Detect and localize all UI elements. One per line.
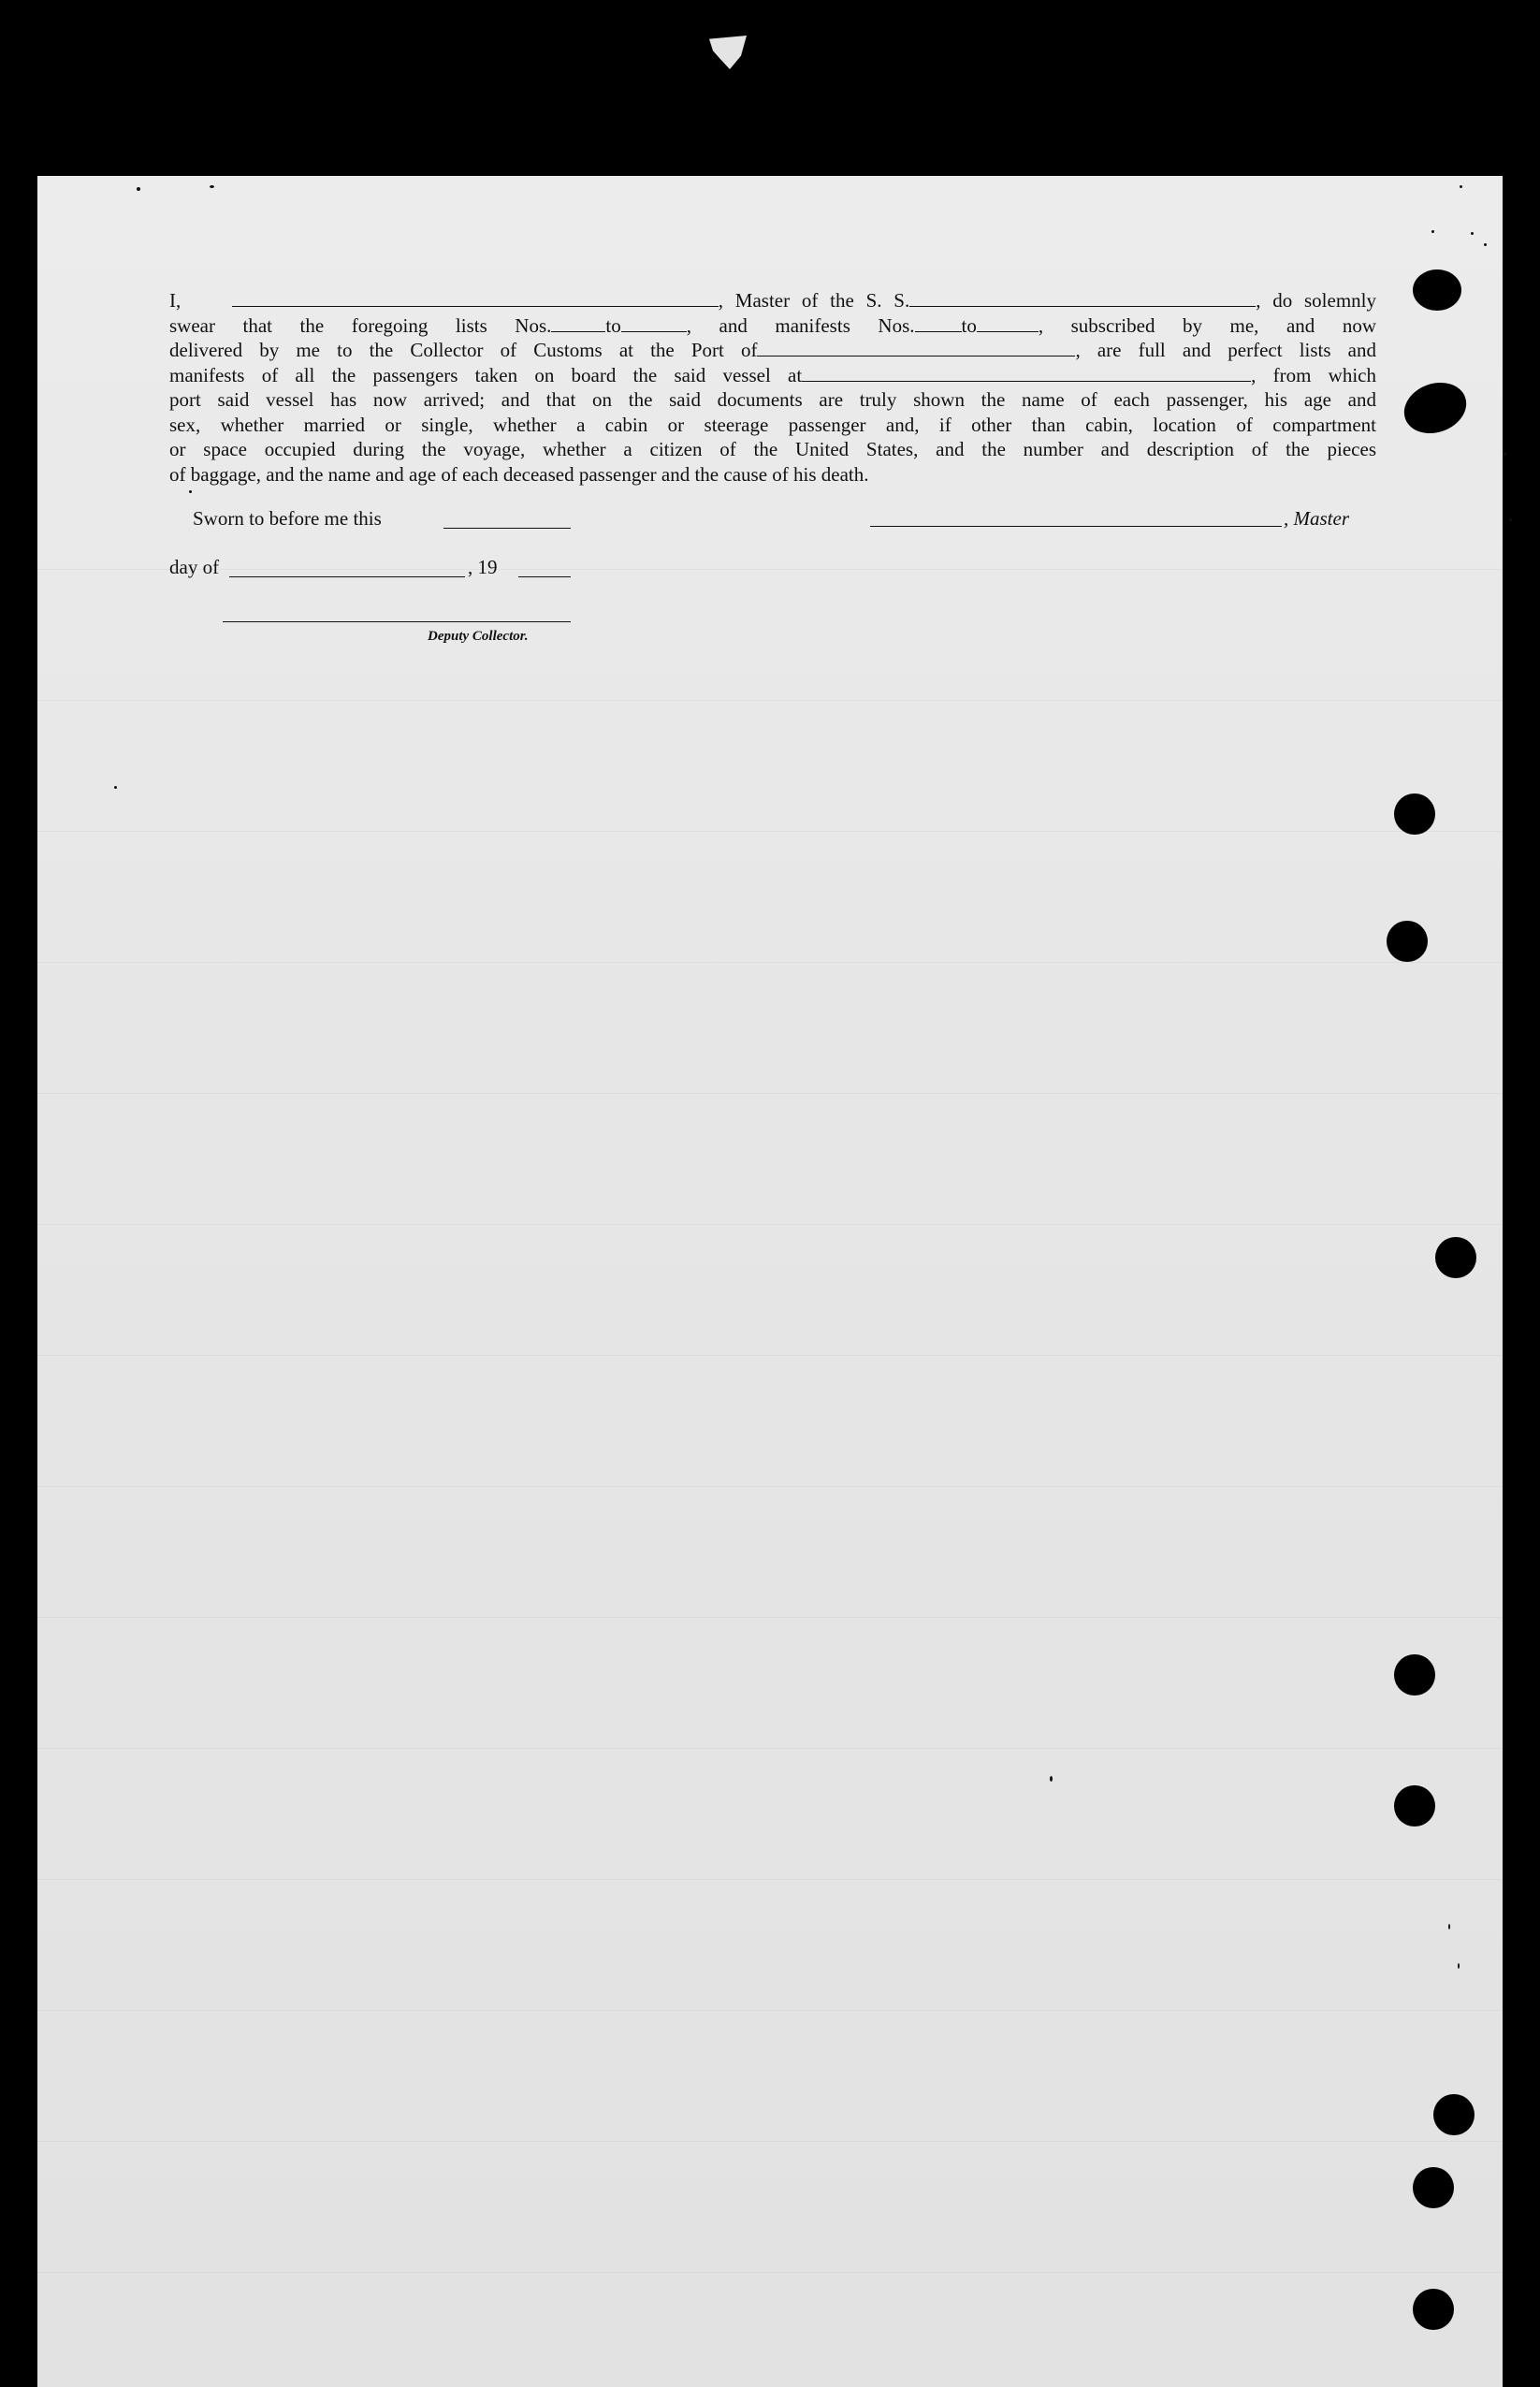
paper-tab: [709, 36, 747, 69]
sworn-label: Sworn to before me this: [193, 507, 382, 530]
manifest-from-field[interactable]: [915, 316, 962, 332]
oath-line-7: or space occupied during the voyage, whether a citizen of the United States, and the number and description of the pieces: [169, 438, 1376, 460]
speck: [189, 490, 192, 493]
speck: [1509, 518, 1512, 521]
departure-port-field[interactable]: [802, 366, 1251, 382]
faint-rule: [37, 1224, 1503, 1225]
master-signature-label: [1284, 507, 1349, 531]
pronoun-i: I,: [169, 289, 182, 312]
speck: [1460, 185, 1462, 188]
faint-rule: [37, 1748, 1503, 1749]
punch-hole: [1394, 1785, 1435, 1827]
punch-hole: [1435, 1237, 1476, 1278]
faint-rule: [37, 1486, 1503, 1487]
master-label: , Master: [1284, 507, 1349, 530]
manifests-nos-label: , and manifests Nos.: [686, 313, 915, 337]
faint-rule: [37, 1879, 1503, 1880]
to-label: to: [605, 313, 621, 337]
oath-paragraph: [169, 288, 1376, 487]
oath-line-1: [169, 288, 1376, 313]
subscribed-label: , subscribed by me, and now: [1038, 313, 1376, 337]
speck: [114, 786, 117, 789]
port-of-label: delivered by me to the Collector of Customs at the Port of: [169, 339, 758, 361]
faint-rule: [37, 962, 1503, 963]
manifest-to-field[interactable]: [977, 316, 1039, 332]
speck: [1458, 1963, 1460, 1969]
year-prefix-label: , 19: [468, 556, 498, 578]
list-from-field[interactable]: [551, 316, 605, 332]
faint-rule: [37, 1355, 1503, 1356]
faint-rule: [37, 2010, 1503, 2011]
speck: [1471, 232, 1474, 235]
faint-rule: [37, 1093, 1503, 1094]
master-name-field[interactable]: [232, 291, 719, 307]
faint-rule: [37, 1617, 1503, 1618]
sworn-day-field[interactable]: [443, 528, 571, 529]
faint-rule: [37, 2272, 1503, 2273]
speck: [1050, 1776, 1053, 1782]
taken-on-board-label: manifests of all the passengers taken on board the said vessel at: [169, 363, 803, 386]
punch-hole: [1413, 2167, 1454, 2208]
faint-rule: [37, 700, 1503, 701]
oath-line-2: [169, 313, 1376, 339]
speck: [1431, 230, 1434, 233]
faint-rule: [37, 831, 1503, 832]
punch-hole: [1433, 2094, 1475, 2135]
ship-name-field[interactable]: [909, 291, 1256, 307]
oath-line-5: port said vessel has now arrived; and that on the said documents are truly shown the name of each passenger, his age and: [169, 388, 1376, 411]
speck: [137, 187, 140, 191]
punch-hole: [1394, 793, 1435, 835]
speck: [1448, 1924, 1450, 1929]
do-solemnly-label: , do solemnly: [1256, 289, 1377, 312]
punch-hole: [1394, 1654, 1435, 1696]
oath-line-4: [169, 363, 1376, 388]
oath-line-8: of baggage, and the name and age of each deceased passenger and the cause of his death.: [169, 462, 869, 486]
day-of-label: day of: [169, 556, 220, 578]
month-field[interactable]: [229, 576, 465, 577]
lists-nos-label: swear that the foregoing lists Nos.: [169, 313, 552, 337]
faint-rule: [37, 2141, 1503, 2142]
oath-line-6: sex, whether married or single, whether a cabin or steerage passenger and, if other than cabin, location of compartment: [169, 413, 1376, 436]
speck: [1504, 453, 1506, 456]
speck: [210, 185, 214, 188]
deputy-collector-label: Deputy Collector.: [428, 629, 529, 644]
master-signature-field[interactable]: [870, 526, 1282, 527]
punch-hole: [1413, 269, 1461, 311]
punch-hole: [1413, 2289, 1454, 2330]
master-of-ss-label: , Master of the S. S.: [718, 289, 910, 312]
punch-hole: [1387, 921, 1428, 962]
to-label: to: [961, 313, 977, 337]
deputy-collector-signature-field[interactable]: [223, 621, 571, 622]
port-field[interactable]: [757, 341, 1075, 357]
speck: [1484, 243, 1487, 246]
document-sheet: [37, 176, 1503, 2387]
list-to-field[interactable]: [621, 316, 687, 332]
faint-rule: [37, 569, 1503, 570]
year-field[interactable]: [518, 576, 571, 577]
oath-line-3: [169, 338, 1376, 363]
from-which-label: , from which: [1251, 363, 1376, 386]
are-full-label: , are full and perfect lists and: [1075, 339, 1376, 361]
